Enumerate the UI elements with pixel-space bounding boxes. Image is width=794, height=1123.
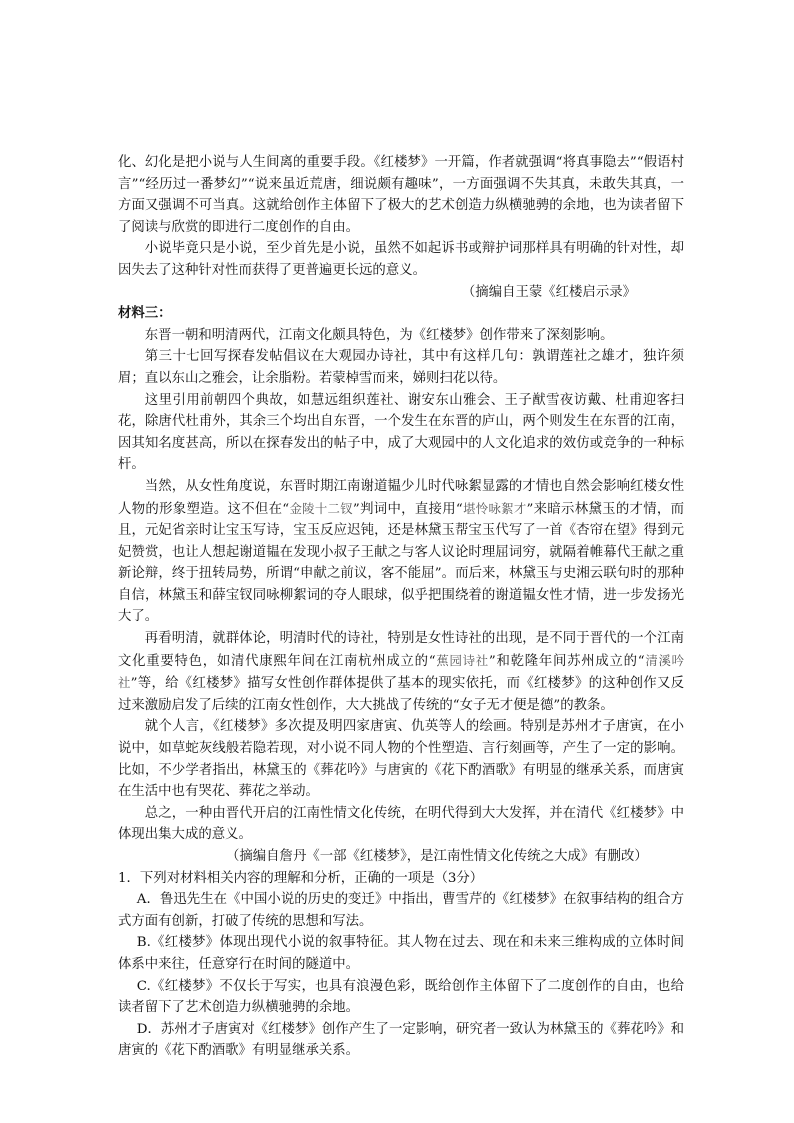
paragraph-6-gray-1: 金陵十二钗 — [289, 500, 353, 516]
paragraph-8: 就个人言，《红楼梦》多次提及明四家唐寅、仇英等人的绘画。特别是苏州才子唐寅，在小说中，如草蛇灰线般若隐若现，对小说不同人物的个性塑造、言行刻画等，产生了一定的影响。比如，不少学者指出，林黛玉的《葬花吟》与唐寅的《花下酌酒歌》有明显的继承关系，而唐寅在生活中也有哭花、葬花之举动。 — [118, 719, 684, 800]
paragraph-6 — [118, 476, 684, 628]
paragraph-4: 第三十七回写探春发帖倡议在大观园办诗社，其中有这样几句：孰谓莲社之雄才，独许须眉；直以东山之雅会，让余脂粉。若蒙棹雪而来，娣则扫花以待。 — [118, 349, 684, 386]
paragraph-5: 这里引用前朝四个典故，如慧远组织莲社、谢安东山雅会、王子猷雪夜访戴、杜甫迎客扫花，除唐代杜甫外，其余三个均出自东晋，一个发生在东晋的庐山，两个则发生在东晋的江南，因其知名度甚高，所以在探春发出的帖子中，成了大观园中的人文化追求的效仿或竞争的一种标杆。 — [118, 392, 684, 473]
paragraph-6-part-c: ”来暗示林黛玉的才情，而且，元妃省亲时让宝玉写诗，宝玉反应迟钝，还是林黛玉帮宝玉代写了一首《杏帘在望》得到元妃赞赏，也让人想起谢道韫在发现小叔子王献之与客人议论时理屈词穷，就隔着帷幕代王献之重新论辩，终于扭转局势，所谓“申献之前议，客不能屈”。而后来，林黛玉与史湘云联句时的那种自信，林黛玉和薛宝钗同咏柳絮词的夺人眼球，似乎把围绕着的谢道韫女性才情，进一步发扬光大了。 — [118, 501, 684, 625]
source-citation-3: （摘编自詹丹《一部《红楼梦》，是江南性情文化传统之大成》有删改） — [226, 849, 648, 864]
question-1: 1．下列对材料相关内容的理解和分析，正确的一项是（3分） — [118, 870, 484, 886]
paragraph-7-gray-1: 蕉园诗社 — [435, 652, 489, 668]
paragraph-3: 东晋一朝和明清两代，江南文化颇具特色，为《红楼梦》创作带来了深刻影响。 — [144, 327, 614, 343]
paragraph-7-gray-2: 清溪吟社 — [118, 652, 684, 691]
paragraph-7-part-a: 再看明清，就群体论，明清时代的诗社，特别是女性诗社的出现，是不同于晋代的一个江南文化重要特色，如清代康熙年间在江南杭州成立的“ — [118, 631, 684, 669]
option-b: B.《红楼梦》体现出现代小说的叙事特征。其人物在过去、现在和未来三维构成的立体时间体系中来往，任意穿行在时间的隧道中。 — [118, 935, 684, 972]
source-citation-2: （摘编自王蒙《红楼启示录》 — [461, 284, 636, 300]
paragraph-6-part-b: ”判词中，直接用“ — [352, 501, 463, 517]
option-c: C.《红楼梦》不仅长于写实，也具有浪漫色彩，既给创作主体留下了二度创作的自由，也给读者留下了艺术创造力纵横驰骋的余地。 — [118, 978, 684, 1016]
paragraph-2: 小说毕竟只是小说，至少首先是小说，虽然不如起诉书或辩护词那样具有明确的针对性，却因失去了这种针对性而获得了更普遍更长远的意义。 — [118, 241, 684, 278]
paragraph-7-part-b: ”和乾隆年间苏州成立的“ — [488, 653, 645, 669]
material-3-heading: 材料三： — [118, 306, 172, 322]
paragraph-7-part-c: ”等，给《红楼梦》描写女性创作群体提供了基本的现实依托，而《红楼梦》的这种创作又反过来激励启发了后续的江南女性创作，大大挑战了传统的“女子无才便是德”的教条。 — [118, 676, 685, 713]
paragraph-6-gray-2: 堪怜咏絮才 — [462, 500, 527, 516]
paragraph-7 — [118, 628, 684, 716]
document-page — [118, 152, 684, 1062]
paragraph-9: 总之，一种由晋代开启的江南性情文化传统，在明代得到大大发挥，并在清代《红楼梦》中体现出集大成的意义。 — [118, 805, 684, 843]
option-a: A．鲁迅先生在《中国小说的历史的变迁》中指出，曹雪芹的《红楼梦》在叙事结构的组合方式方面有创新，打破了传统的思想和写法。 — [118, 892, 684, 929]
paragraph-6-part-a: 当然，从女性角度说，东晋时期江南谢道韫少儿时代咏絮显露的才情也自然会影响红楼女性人物的形象塑造。这不但在“ — [118, 478, 684, 517]
paragraph-1: 化、幻化是把小说与人生间离的重要手段。《红楼梦》一开篇，作者就强调“将真事隐去”“假语村言”“经历过一番梦幻”“说来虽近荒唐，细说颇有趣味”，一方面强调不失其真，未敢失其真，一方面又强调不可当真。这就给创作主体留下了极大的艺术创造力纵横驰骋的余地，也为读者留下了阅读与欣赏的即进行二度创作的自由。 — [118, 155, 684, 235]
option-d: D．苏州才子唐寅对《红楼梦》创作产生了一定影响，研究者一致认为林黛玉的《葬花吟》和唐寅的《花下酌酒歌》有明显继承关系。 — [118, 1021, 684, 1059]
